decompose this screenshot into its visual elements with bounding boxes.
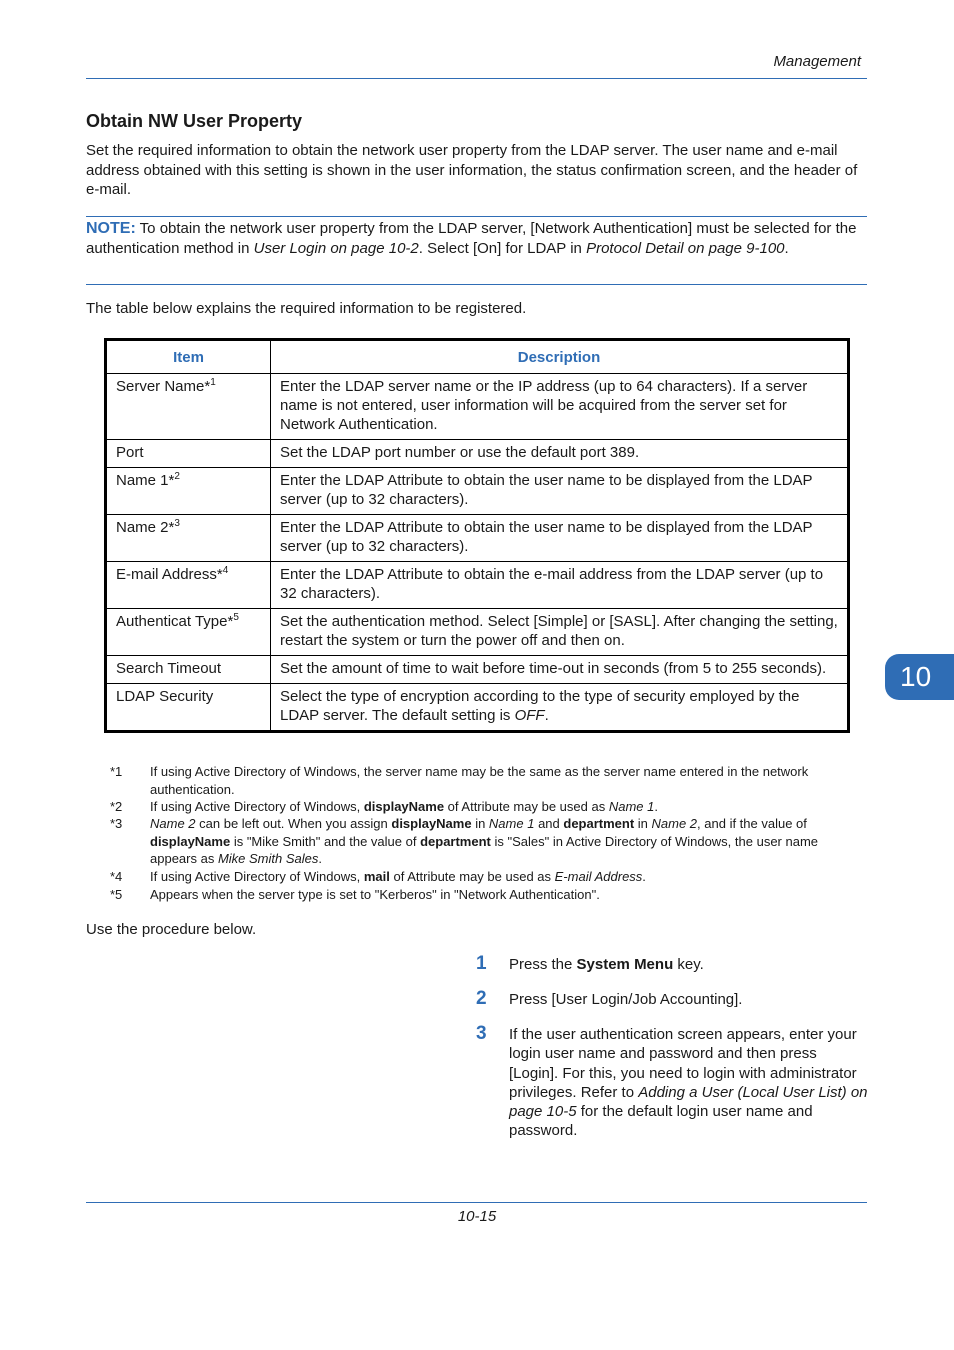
running-header: Management bbox=[773, 53, 861, 70]
intro-paragraph: Set the required information to obtain the network user property from the LDAP server. The user name and e-mail address obtained with this setting is shown in the user information, the status confirmation screen, and the header of e-mail. bbox=[86, 142, 858, 198]
item-cell: Name 1*$^2$ bbox=[106, 468, 271, 515]
footnote-ref: 4 bbox=[222, 565, 229, 576]
footnote-5: *5 Appears when the server type is set to "Kerberos" in "Network Authentication". bbox=[110, 887, 600, 902]
footnote-ref: 5 bbox=[233, 612, 239, 623]
table-row bbox=[106, 562, 849, 609]
step-number: 2 bbox=[476, 988, 487, 1009]
table-row bbox=[106, 440, 849, 468]
page-number: 10-15 bbox=[457, 1208, 497, 1225]
table-row bbox=[106, 684, 849, 732]
step-text: If the user authentication screen appears, enter your login user name and password and then press [Login]. For this, you need to login with administrator privileges. Refer to Adding a User (Local User List) on page 10-5 for the default login user name and password. bbox=[509, 1026, 868, 1140]
column-header-description: Description bbox=[271, 340, 849, 374]
note-bottom-rule bbox=[86, 284, 867, 285]
description-cell: Enter the LDAP Attribute to obtain the user name to be displayed from the LDAP server (up to 32 characters). bbox=[271, 468, 849, 515]
note-reference-link[interactable]: Protocol Detail on page 9-100 bbox=[586, 239, 785, 257]
footnote-ref: 1 bbox=[210, 377, 216, 388]
item-cell: Name 2*$^3$ bbox=[106, 515, 271, 562]
table-row bbox=[106, 468, 849, 515]
table-row bbox=[106, 609, 849, 656]
note-top-rule bbox=[86, 216, 867, 217]
item-cell: Server Name*$^1$ bbox=[106, 374, 271, 440]
footnote-ref: 2 bbox=[174, 471, 180, 482]
column-header-item: Item bbox=[106, 340, 271, 374]
description-cell: Enter the LDAP Attribute to obtain the e-mail address from the LDAP server (up to 32 characters). bbox=[271, 562, 849, 609]
description-cell: Set the authentication method. Select [Simple] or [SASL]. After changing the setting, restart the system or turn the power off and then on. bbox=[271, 609, 849, 656]
step-number: 1 bbox=[476, 953, 487, 974]
table-intro: The table below explains the required information to be registered. bbox=[86, 300, 527, 317]
item-cell: Search Timeout bbox=[106, 656, 271, 684]
description-cell: Set the amount of time to wait before time-out in seconds (from 5 to 255 seconds). bbox=[271, 656, 849, 684]
item-cell: LDAP Security bbox=[106, 684, 271, 732]
section-title: Obtain NW User Property bbox=[86, 111, 303, 131]
item-cell: Port bbox=[106, 440, 271, 468]
footnote-2: *2 If using Active Directory of Windows, displayName of Attribute may be used as Name 1. bbox=[110, 799, 658, 814]
table-row bbox=[106, 656, 849, 684]
note-label: NOTE: bbox=[86, 220, 136, 237]
footnote-4: *4 If using Active Directory of Windows, mail of Attribute may be used as E-mail Address. bbox=[110, 869, 646, 884]
footnote-1: *1 If using Active Directory of Windows, the server name may be the same as the server name entered in the network authentication. bbox=[110, 764, 809, 797]
description-cell: Enter the LDAP server name or the IP address (up to 64 characters). If a server name is not entered, user information will be acquired from the server set for Network Authentication. bbox=[271, 374, 849, 440]
ldap-property-table bbox=[104, 338, 850, 733]
table-row bbox=[106, 515, 849, 562]
step-number: 3 bbox=[476, 1023, 487, 1044]
chapter-tab: 10 bbox=[885, 654, 954, 700]
table-row bbox=[106, 374, 849, 440]
footnote-ref: 3 bbox=[174, 518, 180, 529]
table-header-row bbox=[106, 340, 849, 374]
procedure-intro: Use the procedure below. bbox=[86, 921, 257, 938]
step-reference-link[interactable]: Adding a User (Local User List) on page 10-5 bbox=[509, 1083, 868, 1121]
description-cell: Select the type of encryption according to the type of security employed by the LDAP server. The default setting is OFF. bbox=[271, 684, 849, 732]
item-cell: Authenticat Type*$^5$ bbox=[106, 609, 271, 656]
footnote-3: *3 Name 2 can be left out. When you assign displayName in Name 1 and department in Name 2, and if the value of displayName is "Mike Smith" and the value of department is "Sales" in Active Directory of Windows, the user name appears as Mike Smith Sales. bbox=[110, 816, 819, 866]
item-cell: E-mail Address*$^4$ bbox=[106, 562, 271, 609]
description-cell: Set the LDAP port number or use the default port 389. bbox=[271, 440, 849, 468]
description-cell: Enter the LDAP Attribute to obtain the user name to be displayed from the LDAP server (up to 32 characters). bbox=[271, 515, 849, 562]
step-text: Press [User Login/Job Accounting]. bbox=[509, 991, 743, 1008]
footer-rule bbox=[86, 1202, 867, 1203]
note-box: NOTE: To obtain the network user property from the LDAP server, [Network Authentication] must be selected for the authentication method in User Login on page 10-2. Select [On] for LDAP in Protocol Detail on page 9-100. bbox=[86, 220, 857, 257]
step-text: Press the System Menu key. bbox=[509, 956, 704, 973]
note-reference-link[interactable]: User Login on page 10-2 bbox=[253, 239, 419, 257]
header-rule bbox=[86, 78, 867, 79]
